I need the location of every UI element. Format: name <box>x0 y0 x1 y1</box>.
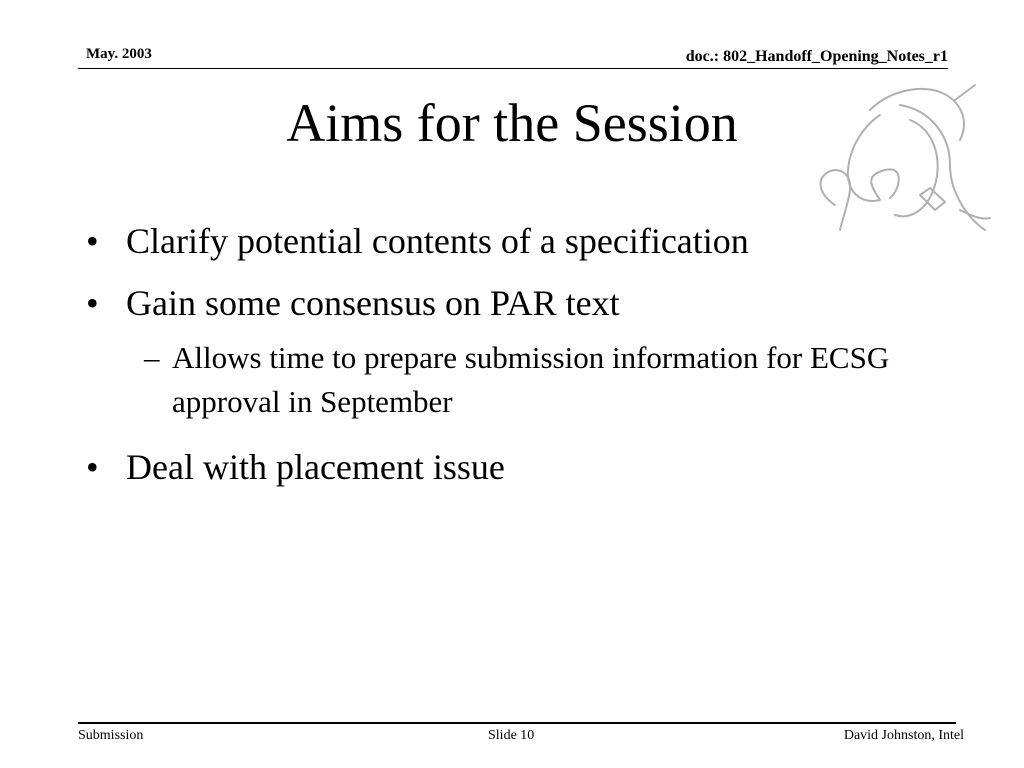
footer-author: David Johnston, Intel <box>843 728 964 743</box>
bullet-mark: • <box>86 447 99 487</box>
footer-submission: Submission <box>78 728 144 743</box>
sub-bullet-item <box>86 336 946 424</box>
bullet-text: Deal with placement issue <box>126 447 505 487</box>
header-divider <box>78 68 948 69</box>
footer-divider <box>78 722 956 724</box>
header-doc-id: doc.: 802_Handoff_Opening_Notes_r1 <box>685 48 948 65</box>
bullet-mark: • <box>86 283 99 323</box>
bullet-item <box>86 442 946 492</box>
bullet-text: Clarify potential contents of a specification <box>126 221 749 261</box>
bullet-item <box>86 278 946 328</box>
bullet-item <box>86 216 946 266</box>
header-date: May. 2003 <box>86 46 152 62</box>
sub-bullet-mark: – <box>144 340 160 375</box>
bullet-mark: • <box>86 221 99 261</box>
bullet-list <box>86 216 946 504</box>
bullet-text: Gain some consensus on PAR text <box>126 283 620 323</box>
sub-bullet-text: Allows time to prepare submission information for ECSG approval in September <box>172 340 890 419</box>
slide-title: Aims for the Session <box>286 93 738 153</box>
footer-slide-number: Slide 10 <box>488 728 535 743</box>
